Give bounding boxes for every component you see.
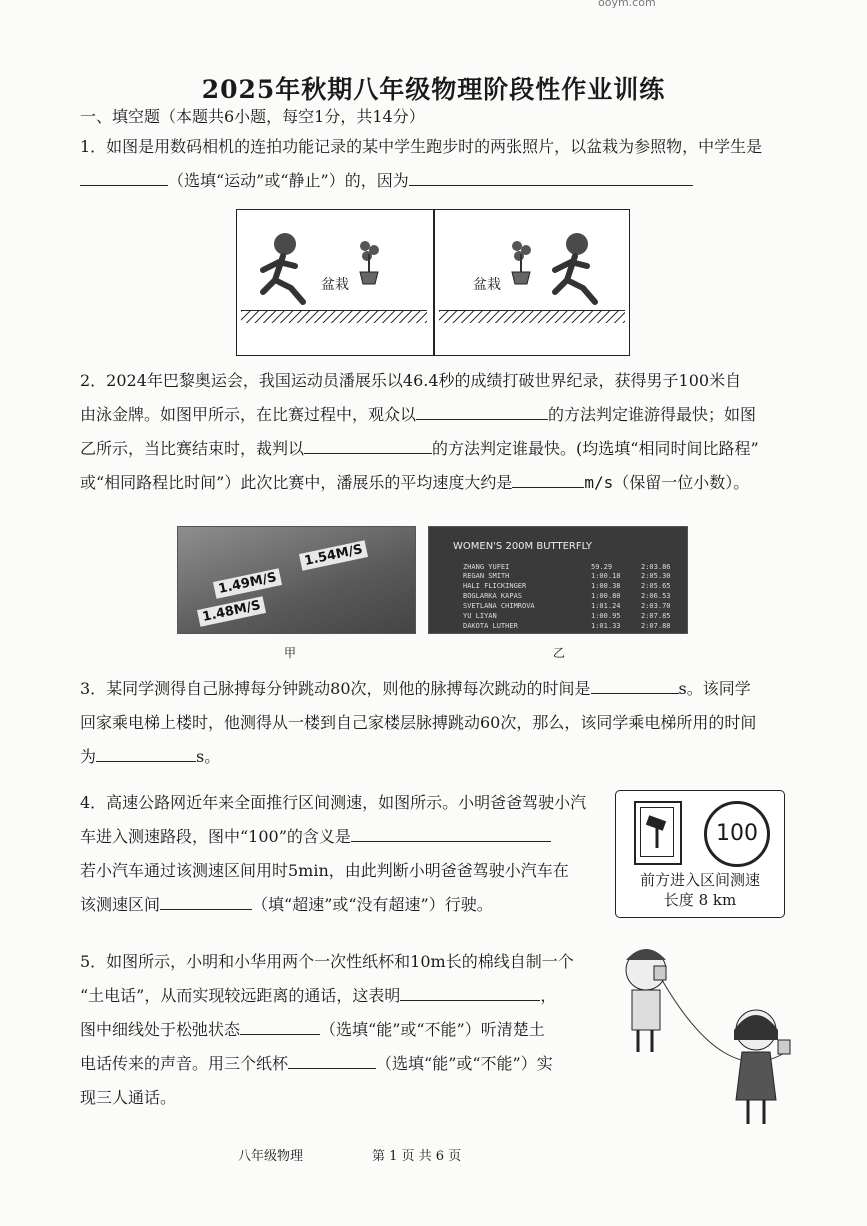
q2-line-1: 2．2024年巴黎奥运会，我国运动员潘展乐以46.4秒的成绩打破世界纪录，获得男子100米自 xyxy=(80,371,742,390)
q4-line-1: 4．高速公路网近年来全面推行区间测速，如图所示。小明爸爸驾驶小汽 xyxy=(80,793,587,812)
q2-line-4: 或“相同路程比时间”）此次比赛中，潘展乐的平均速度大约是 xyxy=(80,473,513,492)
question-1 xyxy=(80,130,792,198)
watermark: ooym.com xyxy=(598,0,656,9)
q3-blank-2[interactable] xyxy=(96,743,196,762)
speed-tag: 1.49M/S xyxy=(213,568,282,599)
q2-blank-2[interactable] xyxy=(304,435,432,454)
q5-blank-1[interactable] xyxy=(400,982,540,1001)
q5-line-3: 图中细线处于松弛状态 xyxy=(80,1020,241,1039)
q4-line-4: 该测速区间 xyxy=(80,895,161,914)
scoreboard-title: WOMEN'S 200M BUTTERFLY xyxy=(453,541,592,552)
speed-tag: 1.48M/S xyxy=(197,596,266,627)
runner-icon xyxy=(245,230,317,310)
question-4 xyxy=(80,786,600,922)
q1-line-1: 1．如图是用数码相机的连拍功能记录的某中学生跑步时的两张照片，以盆栽为参照物，中学生是 xyxy=(80,137,763,156)
camera-icon xyxy=(634,801,682,865)
caption-a: 甲 xyxy=(284,646,297,660)
speed-limit-sign: 100 xyxy=(704,801,770,867)
swim-photo-a xyxy=(177,526,416,634)
sign-text-1: 前方进入区间测速 xyxy=(639,871,760,889)
footer-page: 第 1 页 共 6 页 xyxy=(372,1149,462,1164)
q5-line-1: 5．如图所示，小明和小华用两个一次性纸杯和10m长的棉线自制一个 xyxy=(80,952,574,971)
q5-line-2-end: ， xyxy=(540,986,557,1005)
swim-photo-b xyxy=(428,526,688,634)
q4-line-2: 车进入测速路段，图中“100”的含义是 xyxy=(80,827,351,846)
sign-text-2: 长度 8 km xyxy=(663,891,737,909)
tin-can-phone-illustration xyxy=(606,940,806,1130)
plant-label: 盆栽 xyxy=(321,277,349,293)
q3-line-1-end: s。该同学 xyxy=(678,679,751,698)
q5-line-5: 现三人通话。 xyxy=(80,1088,177,1107)
q2-line-3-end: 的方法判定谁最快。(均选填“相同时间比路程” xyxy=(432,439,759,458)
plant-label: 盆栽 xyxy=(473,277,501,293)
q4-line-3: 若小汽车通过该测速区间用时5min，由此判断小明爸爸驾驶小汽车在 xyxy=(80,861,569,880)
question-3 xyxy=(80,672,792,774)
q3-line-1: 3．某同学测得自己脉搏每分钟跳动80次，则他的脉搏每次跳动的时间是 xyxy=(80,679,591,698)
q5-blank-3[interactable] xyxy=(288,1050,376,1069)
q5-line-4-end: （选填“能”或“不能”）实 xyxy=(376,1054,553,1073)
q3-line-2: 回家乘电梯上楼时，他测得从一楼到自己家楼层脉搏跳动60次，那么，该同学乘电梯所用的时间 xyxy=(80,713,757,732)
page-title: 2025年秋期八年级物理阶段性作业训练 xyxy=(201,75,666,104)
q4-blank-2[interactable] xyxy=(160,891,252,910)
scoreboard-row: YU LIYAN 1:00.95 2:07.85 xyxy=(463,612,671,620)
q2-blank-1[interactable] xyxy=(416,401,548,420)
q3-line-3-end: s。 xyxy=(196,747,221,766)
q2-line-2: 由泳金牌。如图甲所示，在比赛过程中，观众以 xyxy=(80,405,417,424)
caption-b: 乙 xyxy=(553,646,566,660)
q5-line-4: 电话传来的声音。用三个纸杯 xyxy=(80,1054,289,1073)
runner-icon xyxy=(537,230,609,310)
section-heading: 一、填空题（本题共6小题，每空1分，共14分） xyxy=(80,107,425,126)
q2-line-4-end: m/s（保留一位小数）。 xyxy=(584,473,750,492)
scoreboard-row: BOGLARKA KAPAS 1:00.80 2:06.53 xyxy=(463,592,671,600)
q3-line-3: 为 xyxy=(80,747,97,766)
potted-plant-icon xyxy=(507,238,535,286)
q3-blank-1[interactable] xyxy=(591,675,679,694)
q4-line-4-end: （填“超速”或“没有超速”）行驶。 xyxy=(252,895,493,914)
q5-blank-2[interactable] xyxy=(240,1016,320,1035)
scoreboard-row: ZHANG YUFEI 59.29 2:03.86 xyxy=(463,563,671,571)
q1-line-2: （选填“运动”或“静止”）的，因为 xyxy=(168,171,409,190)
q5-line-3-end: （选填“能”或“不能”）听清楚土 xyxy=(320,1020,545,1039)
scoreboard-row: SVETLANA CHIMROVA 1:01.24 2:03.70 xyxy=(463,602,671,610)
potted-plant-icon xyxy=(355,238,383,286)
scoreboard-row: DAKOTA LUTHER 1:01.33 2:07.88 xyxy=(463,622,671,630)
q2-line-2-end: 的方法判定谁游得最快；如图 xyxy=(548,405,757,424)
q1-figure xyxy=(236,209,630,356)
q1-blank-1[interactable] xyxy=(80,167,168,186)
scoreboard-row: REGAN SMITH 1:00.18 2:05.30 xyxy=(463,572,671,580)
speed-camera-sign xyxy=(615,790,785,918)
q5-line-2: “土电话”，从而实现较远距离的通话，这表明 xyxy=(80,986,401,1005)
q2-line-3: 乙所示，当比赛结束时，裁判以 xyxy=(80,439,305,458)
q4-blank-1[interactable] xyxy=(351,823,551,842)
scoreboard-row: HALI FLICKINGER 1:00.38 2:05.65 xyxy=(463,582,671,590)
footer-subject: 八年级物理 xyxy=(238,1149,304,1164)
q1-blank-2[interactable] xyxy=(409,167,693,186)
speed-tag: 1.54M/S xyxy=(299,540,368,571)
question-5 xyxy=(80,945,600,1115)
question-2 xyxy=(80,364,792,500)
q2-blank-3[interactable] xyxy=(512,469,584,488)
